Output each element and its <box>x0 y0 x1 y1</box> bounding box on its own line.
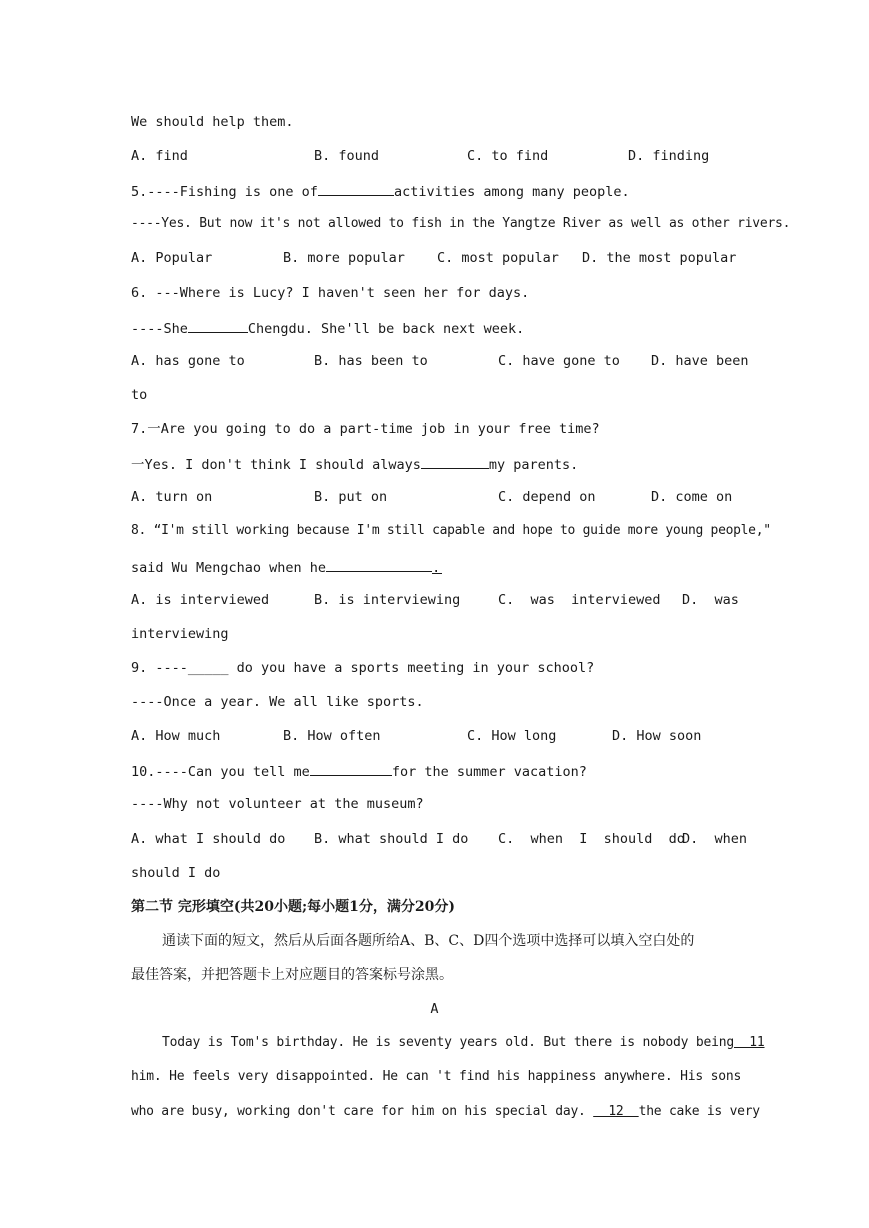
q8-option-b: B. is interviewing <box>314 592 461 608</box>
q5-line1: 5.----Fishing is one of activities among many people. <box>131 180 630 202</box>
answer-blank <box>421 453 489 469</box>
q4-option-c: C. to find <box>467 148 549 164</box>
q5-option-a: A. Popular <box>131 250 213 266</box>
q8-option-c: C. was interviewed <box>498 592 661 608</box>
q6-option-b: B. has been to <box>314 353 428 369</box>
q5-line2: ----Yes. But now it's not allowed to fish in the Yangtze River as well as other rivers. <box>131 216 791 231</box>
q5-option-d: D. the most popular <box>582 250 737 266</box>
passage-blank-11: 11 <box>734 1035 765 1050</box>
q6-option-a: A. has gone to <box>131 353 245 369</box>
q9-line2: ----Once a year. We all like sports. <box>131 694 424 710</box>
passage-label: A <box>430 1001 439 1017</box>
q8-line1: 8. “I'm still working because I'm still capable and hope to guide more young people," <box>131 523 771 538</box>
q7-option-c: C. depend on <box>498 489 596 505</box>
q7-option-d: D. come on <box>651 489 733 505</box>
q10-line1: 10.----Can you tell me for the summer vacation? <box>131 760 587 782</box>
q10-option-b: B. what should I do <box>314 831 469 847</box>
instructions-line2: 最佳答案，并把答题卡上对应题目的答案标号涂黑。 <box>131 967 453 983</box>
q9-line1: 9. ----_____ do you have a sports meeting in your school? <box>131 660 595 676</box>
q5-option-c: C. most popular <box>437 250 559 266</box>
q6-option-c: C. have gone to <box>498 353 620 369</box>
q8-option-d: D. was <box>682 592 739 608</box>
q6-line1: 6. ---Where is Lucy? I haven't seen her for days. <box>131 285 530 301</box>
q7-line2: 一Yes. I don't think I should always my parents. <box>131 453 578 475</box>
q7-option-b: B. put on <box>314 489 388 505</box>
q8-option-a: A. is interviewed <box>131 592 270 608</box>
passage-blank-12: 12 <box>593 1104 639 1119</box>
q10-line2: ----Why not volunteer at the museum? <box>131 796 424 812</box>
q6-option-d: D. have been <box>651 353 749 369</box>
answer-blank <box>326 556 432 572</box>
q9-option-d: D. How soon <box>612 728 702 744</box>
q10-option-d-wrap: should I do <box>131 865 221 881</box>
q10-option-c: C. when I should do <box>498 831 685 847</box>
q4-option-b: B. found <box>314 148 380 164</box>
q10-option-a: A. what I should do <box>131 831 286 847</box>
q4-option-a: A. find <box>131 148 188 164</box>
q7-option-a: A. turn on <box>131 489 213 505</box>
q4-tail: We should help them. <box>131 114 294 130</box>
q7-line1: 7.一Are you going to do a part-time job in your free time? <box>131 421 600 437</box>
passage-line3: who are busy, working don't care for him on his special day. 12 the cake is very <box>131 1104 760 1119</box>
q5-option-b: B. more popular <box>283 250 405 266</box>
q10-option-d: D. when <box>682 831 748 847</box>
q8-option-d-wrap: interviewing <box>131 626 229 642</box>
q6-option-d-wrap: to <box>131 387 148 403</box>
answer-blank <box>188 317 248 333</box>
answer-blank <box>310 760 392 776</box>
q9-option-a: A. How much <box>131 728 221 744</box>
q4-option-d: D. finding <box>628 148 710 164</box>
instructions-line1: 通读下面的短文，然后从后面各题所给A、B、C、D四个选项中选择可以填入空白处的 <box>162 933 695 949</box>
section-heading: 第二节 完形填空(共20小题;每小题1分，满分20分) <box>131 899 455 915</box>
passage-line2: him. He feels very disappointed. He can 't find his happiness anywhere. His sons <box>131 1069 742 1084</box>
q9-option-c: C. How long <box>467 728 557 744</box>
q8-line2: said Wu Mengchao when he . <box>131 556 442 578</box>
passage-line1: Today is Tom's birthday. He is seventy years old. But there is nobody being 11 <box>162 1035 765 1050</box>
answer-blank <box>318 180 394 196</box>
q6-line2: ----She Chengdu. She'll be back next week. <box>131 317 524 339</box>
q9-option-b: B. How often <box>283 728 381 744</box>
